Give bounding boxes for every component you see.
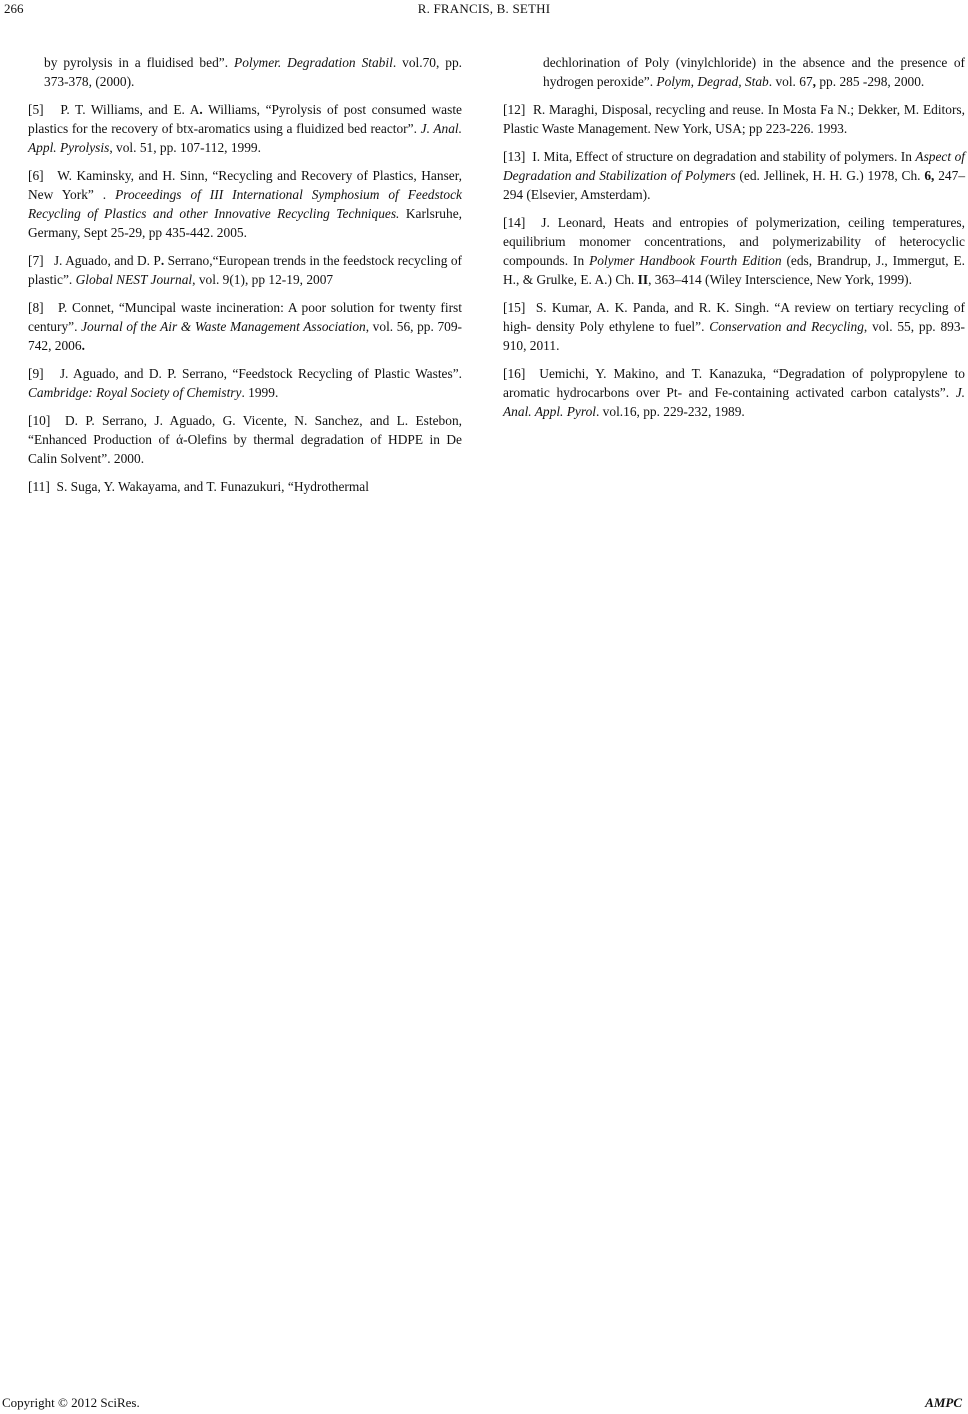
reference-6 bbox=[28, 166, 462, 242]
ref-text: , vol. 55, pp. 893-910, 2011. bbox=[503, 319, 965, 353]
ref-text: Serrano,“European trends in the feedstock recycling of plastic”. bbox=[28, 253, 462, 287]
ref-text: , vol. 56, pp. 709-742, 2006 bbox=[28, 319, 462, 353]
ref-text: P. T. Williams, and E. A bbox=[60, 102, 200, 117]
journal-abbreviation: AMPC bbox=[925, 1395, 962, 1410]
ref-text: . vol.16, pp. 229-232, 1989. bbox=[595, 404, 745, 419]
reference-12 bbox=[503, 100, 965, 138]
reference-9 bbox=[28, 364, 462, 402]
ref-journal: Polymer Handbook Fourth Edition bbox=[589, 253, 782, 268]
ref-text: Karlsruhe, Germany, Sept 25-29, pp 435-442. 2005. bbox=[28, 206, 462, 240]
ref-text: P. Connet, “Muncipal waste incineration: A poor solution for twenty first century”. bbox=[28, 300, 462, 334]
ref-number: [13] bbox=[503, 149, 526, 164]
left-column bbox=[28, 53, 462, 505]
ref-text: J. Aguado, and D. P. Serrano, “Feedstock Recycling of Plastic Wastes”. bbox=[59, 366, 462, 381]
ref-bold: . bbox=[199, 102, 203, 117]
ref-text: . vol.70, pp. 373-378, (2000). bbox=[44, 55, 463, 89]
ref-text: pp. 285 -298, 2000. bbox=[816, 74, 925, 89]
ref-number: [14] bbox=[503, 215, 526, 230]
ref-journal: J. Anal. Appl. Pyrolysis bbox=[28, 121, 462, 155]
ref-journal: J. Anal. Appl. Pyrol bbox=[503, 385, 965, 419]
ref-journal: Global NEST Journal bbox=[75, 272, 193, 287]
page-number: 266 bbox=[4, 1, 24, 16]
ref-journal: Journal of the Air & Waste Management Association bbox=[81, 319, 366, 334]
ref-number: [15] bbox=[503, 300, 526, 315]
ref-text: R. Maraghi, Disposal, recycling and reuse. In Mosta Fa N.; Dekker, M. Editors, Plastic Waste Management. New York, USA; pp 223-226. 1993. bbox=[503, 102, 965, 136]
reference-10 bbox=[28, 411, 462, 468]
ref-text: I. Mita, Effect of structure on degradation and stability of polymers. In bbox=[532, 149, 916, 164]
ref-text: S. Suga, Y. Wakayama, and T. Funazukuri, “Hydrothermal bbox=[56, 479, 369, 494]
ref-journal: Proceedings of III International Symphosium of Feedstock Recycling of Plastics and other Innovative Recycling Techniques. bbox=[28, 187, 462, 221]
reference-11 bbox=[28, 477, 462, 496]
ref-number: [10] bbox=[28, 413, 51, 428]
ref-number: [8] bbox=[28, 300, 44, 315]
ref-number: [9] bbox=[28, 366, 44, 381]
reference-7 bbox=[28, 251, 462, 289]
ref-text: D. P. Serrano, J. Aguado, G. Vicente, N. Sanchez, and L. Estebon, “Enhanced Production of ά-Olefins by thermal degradation of HDPE in De Calin Solvent”. 2000. bbox=[28, 413, 462, 466]
ref-text: by pyrolysis in a fluidised bed”. bbox=[44, 55, 235, 70]
reference-continuation bbox=[28, 53, 462, 91]
running-head: R. FRANCIS, B. SETHI bbox=[417, 1, 551, 16]
ref-text: 247–294 (Elsevier, Amsterdam). bbox=[503, 168, 966, 202]
ref-text: Uemichi, Y. Makino, and T. Kanazuka, “Degradation of polypropylene to aromatic hydrocarbons over Pt- and Fe-containing activated carbon catalysts”. bbox=[503, 366, 965, 400]
ref-journal: Conservation and Recycling bbox=[709, 319, 864, 334]
ref-number: [6] bbox=[28, 168, 44, 183]
ref-bold: , bbox=[812, 74, 817, 89]
ref-number: [12] bbox=[503, 102, 526, 117]
ref-bold: . bbox=[81, 338, 85, 353]
ref-text: , vol. 9(1), pp 12-19, 2007 bbox=[192, 272, 334, 287]
ref-text: (eds, Brandrup, J., Immergut, E. H., & Grulke, E. A.) Ch. bbox=[503, 253, 965, 287]
reference-14 bbox=[503, 213, 965, 289]
ref-text: , vol. 51, pp. 107-112, 1999. bbox=[109, 140, 261, 155]
ref-text: J. Leonard, Heats and entropies of polymerization, ceiling temperatures, equilibrium monomer concentrations, and polymerizability of heterocyclic compounds. In bbox=[503, 215, 965, 268]
ref-bold: 6, bbox=[924, 168, 935, 183]
reference-15 bbox=[503, 298, 965, 355]
reference-5 bbox=[28, 100, 462, 157]
ref-text: dechlorination of Poly (vinylchloride) in the absence and the presence of hydrogen peroxide”. bbox=[543, 55, 965, 89]
ref-journal: Cambridge: Royal Society of Chemistry bbox=[28, 385, 242, 400]
ref-text: Williams, “Pyrolysis of post consumed waste plastics for the recovery of btx-aromatics using a fluidized bed reactor”. bbox=[28, 102, 462, 136]
reference-8 bbox=[28, 298, 462, 355]
ref-number: [7] bbox=[28, 253, 44, 268]
ref-journal: Polym, Degrad, Stab bbox=[656, 74, 769, 89]
ref-text: S. Kumar, A. K. Panda, and R. K. Singh. “A review on tertiary recycling of high- density Poly ethylene to fuel”. bbox=[503, 300, 965, 334]
ref-text: W. Kaminsky, and H. Sinn, “Recycling and Recovery of Plastics, Hanser, New York” . bbox=[28, 168, 462, 202]
reference-16 bbox=[503, 364, 965, 421]
ref-journal: Polymer. Degradation Stabil bbox=[234, 55, 393, 70]
ref-journal: Aspect of Degradation and Stabilization of Polymers bbox=[503, 149, 965, 183]
copyright-notice: Copyright © 2012 SciRes. bbox=[2, 1395, 140, 1410]
ref-text: . vol. 67 bbox=[768, 74, 813, 89]
ref-text: (ed. Jellinek, H. H. G.) 1978, Ch. bbox=[735, 168, 925, 183]
ref-text: . 1999. bbox=[241, 385, 279, 400]
ref-number: [11] bbox=[28, 479, 50, 494]
reference-continuation bbox=[503, 53, 965, 91]
ref-text: J. Aguado, and D. P bbox=[53, 253, 161, 268]
ref-number: [16] bbox=[503, 366, 526, 381]
right-column bbox=[503, 53, 965, 430]
reference-13 bbox=[503, 147, 965, 204]
ref-number: [5] bbox=[28, 102, 44, 117]
ref-bold: . bbox=[160, 253, 165, 268]
ref-text: , 363–414 (Wiley Interscience, New York, 1999). bbox=[648, 272, 912, 287]
ref-bold: II bbox=[637, 272, 649, 287]
